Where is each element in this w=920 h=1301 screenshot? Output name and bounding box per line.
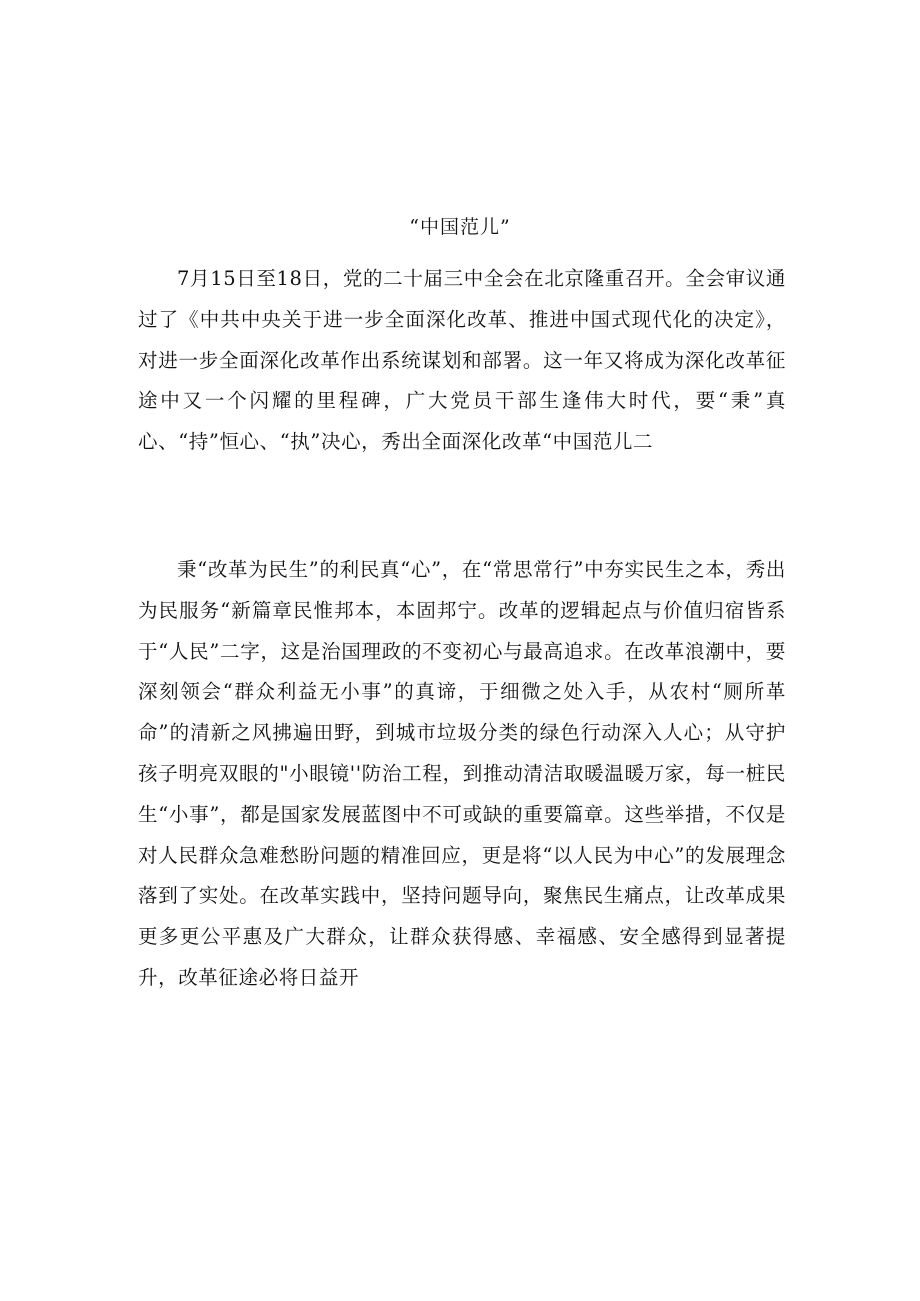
paragraph-intro: 7月15日至18日，党的二十届三中全会在北京隆重召开。全会审议通过了《中共中央关于进一步全面深化改革、推进中国式现代化的决定》，对进一步全面深化改革作出系统谋划和部署。这一年又将成为深化改革征途中又一个闪耀的里程碑，广大党员干部生逢伟大时代，要“秉”真心、“持”恒心、“执”决心，秀出全面深化改革“中国范儿二 bbox=[138, 267, 786, 454]
paragraph-livelihood: 秉“改革为民生”的利民真“心”，在“常思常行”中夯实民生之本，秀出为民服务“新篇章民惟邦本，本固邦宁。改革的逻辑起点与价值归宿皆系于“人民”二字，这是治国理政的不变初心与最高追求。在改革浪潮中，要深刻领会“群众利益无小事”的真谛，于细微之处入手，从农村“厕所革命”的清新之风拂遍田野，到城市垃圾分类的绿色行动深入人心；从守护孩子明亮双眼的"小眼镜''防治工程，到推动清洁取暖温暖万家，每一桩民生“小事”，都是国家发展蓝图中不可或缺的重要篇章。这些举措，不仅是对人民群众急难愁盼问题的精准回应，更是将“以人民为中心”的发展理念落到了实处。在改革实践中，坚持问题导向，聚焦民生痛点，让改革成果更多更公平惠及广大群众，让群众获得感、幸福感、安全感得到显著提升，改革征途必将日益开 bbox=[138, 558, 786, 989]
document-title: “中国范儿” bbox=[409, 216, 511, 238]
